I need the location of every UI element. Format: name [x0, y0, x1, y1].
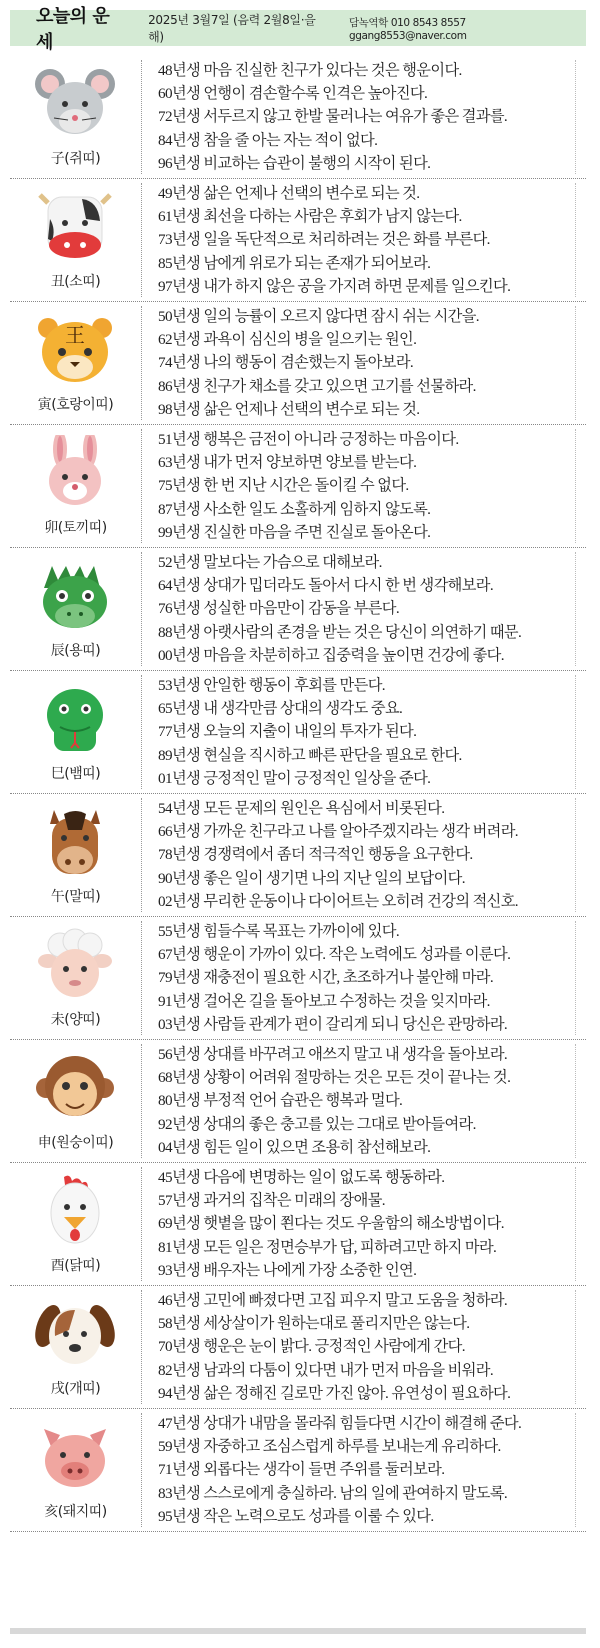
fortune-line: 62년생 과욕이 심신의 병을 일으키는 원인.	[158, 331, 417, 349]
fortune-line: 81년생 모든 일은 정면승부가 답, 피하려고만 하지 마라.	[158, 1238, 497, 1256]
dragon-icon	[34, 558, 116, 632]
animal-cell	[10, 917, 141, 1039]
fortune-line: 53년생 안일한 행동이 후회를 만든다.	[158, 677, 385, 694]
zodiac-label: 午(말띠)	[50, 889, 101, 905]
fortune-line: 92년생 상대의 좋은 충고를 있는 그대로 받아들여라.	[158, 1115, 476, 1133]
fortune-line: 48년생 마음 진실한 친구가 있다는 것은 행운이다.	[158, 62, 462, 79]
zodiac-label: 亥(돼지띠)	[44, 1504, 107, 1520]
fortune-line: 89년생 현실을 직시하고 빠른 판단을 필요로 한다.	[158, 746, 462, 764]
fortune-line: 77년생 오늘의 지출이 내일의 투자가 된다.	[158, 723, 417, 741]
zodiac-row	[10, 425, 586, 548]
divider	[141, 60, 142, 174]
animal-cell	[10, 179, 141, 301]
page-title: 오늘의 운세	[36, 6, 110, 53]
fortune-line: 83년생 스스로에게 충실하라. 남의 일에 관여하지 말도록.	[158, 1484, 508, 1502]
fortune-line: 82년생 남과의 다툼이 있다면 내가 먼저 마음을 비워라.	[158, 1361, 494, 1379]
fortune-line: 91년생 걸어온 길을 돌아보고 수정하는 것을 잊지마라.	[158, 992, 490, 1010]
zodiac-label: 申(원숭이띠)	[37, 1135, 114, 1151]
fortune-line: 73년생 일을 독단적으로 처리하려는 것은 화를 부른다.	[158, 231, 490, 249]
fortune-line: 98년생 삶은 언제나 선택의 변수로 되는 것.	[158, 400, 420, 418]
zodiac-row	[10, 1163, 586, 1286]
fortune-line: 64년생 상대가 밉더라도 돌아서 다시 한 번 생각해보라.	[158, 577, 494, 595]
divider	[141, 1044, 142, 1158]
fortune-line: 99년생 진실한 마음을 주면 진실로 돌아온다.	[158, 523, 431, 541]
monkey-icon	[34, 1050, 116, 1124]
fortune-lines	[158, 59, 578, 175]
divider	[141, 675, 142, 789]
fortune-line: 96년생 비교하는 습관이 불행의 시작이 된다.	[158, 154, 431, 172]
fortune-lines	[158, 1166, 578, 1282]
fortune-line: 03년생 사람들 관계가 편이 갈리게 되니 당신은 관망하라.	[158, 1015, 508, 1033]
fortune-line: 68년생 상황이 어려워 절망하는 것은 모든 것이 끝나는 것.	[158, 1069, 511, 1087]
fortune-line: 67년생 행운이 가까이 있다. 작은 노력에도 성과를 이룬다.	[158, 946, 511, 964]
fortune-line: 61년생 최선을 다하는 사람은 후회가 남지 않는다.	[158, 208, 462, 226]
zodiac-row	[10, 671, 586, 794]
fortune-lines	[158, 797, 578, 913]
fortune-line: 85년생 남에게 위로가 되는 존재가 되어보라.	[158, 254, 431, 272]
fortune-line: 47년생 상대가 내맘을 몰라줘 힘들다면 시간이 해결해 준다.	[158, 1415, 522, 1432]
animal-cell	[10, 56, 141, 178]
fortune-line: 00년생 마음을 차분히하고 집중력을 높이면 건강에 좋다.	[158, 646, 504, 664]
fortune-line: 55년생 힘들수록 목표는 가까이에 있다.	[158, 923, 400, 940]
animal-cell	[10, 671, 141, 793]
fortune-line: 01년생 긍정적인 말이 긍정적인 일상을 준다.	[158, 769, 431, 787]
animal-cell	[10, 1286, 141, 1408]
fortune-line: 97년생 내가 하지 않은 공을 가지려 하면 문제를 일으킨다.	[158, 277, 511, 295]
fortune-line: 51년생 행복은 금전이 아니라 긍정하는 마음이다.	[158, 431, 459, 448]
fortune-line: 49년생 삶은 언제나 선택의 변수로 되는 것.	[158, 185, 420, 202]
fortune-line: 79년생 재충전이 필요한 시간, 초조하거나 불안해 마라.	[158, 969, 494, 987]
zodiac-row	[10, 302, 586, 425]
fortune-line: 78년생 경쟁력에서 좀더 적극적인 행동을 요구한다.	[158, 846, 473, 864]
animal-cell	[10, 1163, 141, 1285]
fortune-line: 75년생 한 번 지난 시간은 돌이킬 수 없다.	[158, 477, 409, 495]
fortune-line: 50년생 일의 능률이 오르지 않다면 잠시 쉬는 시간을.	[158, 308, 479, 325]
fortune-line: 52년생 말보다는 가슴으로 대해보라.	[158, 554, 382, 571]
animal-cell	[10, 1409, 141, 1531]
svg-text:王: 王	[65, 323, 85, 347]
date-text: 2025년 3월7일 (음력 2월8일·을해)	[148, 13, 316, 44]
fortune-lines	[158, 428, 578, 544]
footer-bar	[10, 1628, 586, 1634]
divider	[141, 183, 142, 297]
divider	[141, 552, 142, 666]
tiger-icon	[34, 312, 116, 386]
dog-icon	[34, 1296, 116, 1370]
zodiac-row	[10, 179, 586, 302]
zodiac-row	[10, 1040, 586, 1163]
contact-text: 담녹역학 010 8543 8557 ggang8553@naver.com	[348, 16, 467, 42]
fortune-line: 80년생 부정적 언어 습관은 행복과 멀다.	[158, 1092, 403, 1110]
fortune-line: 45년생 다음에 변명하는 일이 없도록 행동하라.	[158, 1169, 445, 1186]
fortune-line: 94년생 삶은 정해진 길로만 가진 않아. 유연성이 필요하다.	[158, 1384, 511, 1402]
divider	[141, 1167, 142, 1281]
snake-icon	[34, 681, 116, 755]
zodiac-row	[10, 1409, 586, 1532]
fortune-line: 95년생 작은 노력으로도 성과를 이룰 수 있다.	[158, 1507, 434, 1525]
fortune-line: 66년생 가까운 친구라고 나를 알아주겠지라는 생각 버려라.	[158, 823, 519, 841]
zodiac-row	[10, 56, 586, 179]
fortune-line: 71년생 외롭다는 생각이 들면 주위를 둘러보라.	[158, 1461, 445, 1479]
fortune-line: 46년생 고민에 빠졌다면 고집 피우지 말고 도움을 청하라.	[158, 1292, 508, 1309]
fortune-line: 58년생 세상살이가 원하는대로 풀리지만은 않는다.	[158, 1315, 470, 1333]
fortune-line: 59년생 자중하고 조심스럽게 하루를 보내는게 유리하다.	[158, 1438, 501, 1456]
divider	[141, 429, 142, 543]
divider	[141, 1413, 142, 1527]
fortune-line: 70년생 행운은 눈이 밝다. 긍정적인 사람에게 간다.	[158, 1338, 465, 1356]
zodiac-label: 未(양띠)	[50, 1012, 101, 1028]
divider	[141, 921, 142, 1035]
horse-icon	[34, 804, 116, 878]
rooster-icon	[34, 1173, 116, 1247]
pig-icon	[34, 1419, 116, 1493]
fortune-line: 74년생 나의 행동이 겸손했는지 돌아보라.	[158, 354, 414, 372]
header-bar	[10, 6, 586, 53]
rabbit-icon	[34, 435, 116, 509]
fortune-line: 93년생 배우자는 나에게 가장 소중한 인연.	[158, 1261, 417, 1279]
fortune-line: 65년생 내 생각만큼 상대의 생각도 중요.	[158, 700, 403, 718]
fortune-lines	[158, 674, 578, 790]
fortune-lines	[158, 1043, 578, 1159]
zodiac-label: 卯(토끼띠)	[44, 520, 107, 536]
zodiac-row	[10, 794, 586, 917]
fortune-line: 86년생 친구가 채소를 갖고 있으면 고기를 선물하라.	[158, 377, 476, 395]
fortune-line: 88년생 아랫사람의 존경을 받는 것은 당신이 의연하기 때문.	[158, 623, 522, 641]
zodiac-label: 酉(닭띠)	[50, 1258, 101, 1274]
fortune-lines	[158, 1289, 578, 1405]
fortune-lines	[158, 920, 578, 1036]
sheep-icon	[34, 927, 116, 1001]
zodiac-label: 丑(소띠)	[50, 274, 101, 290]
fortune-line: 57년생 과거의 집착은 미래의 장애물.	[158, 1192, 385, 1210]
fortune-line: 84년생 참을 줄 아는 자는 적이 없다.	[158, 131, 378, 149]
animal-cell	[10, 425, 141, 547]
ox-icon	[34, 189, 116, 263]
zodiac-list	[10, 56, 586, 1532]
zodiac-label: 巳(뱀띠)	[50, 766, 101, 782]
animal-cell	[10, 548, 141, 670]
zodiac-label: 寅(호랑이띠)	[37, 397, 114, 413]
zodiac-row	[10, 917, 586, 1040]
divider	[141, 306, 142, 420]
zodiac-row	[10, 1286, 586, 1409]
fortune-line: 02년생 무리한 운동이나 다이어트는 오히려 건강의 적신호.	[158, 892, 519, 910]
zodiac-label: 戌(개띠)	[50, 1381, 101, 1397]
fortune-line: 90년생 좋은 일이 생기면 나의 지난 일의 보답이다.	[158, 869, 465, 887]
divider	[141, 798, 142, 912]
fortune-lines	[158, 305, 578, 421]
fortune-line: 04년생 힘든 일이 있으면 조용히 참선해보라.	[158, 1138, 431, 1156]
animal-cell	[10, 1040, 141, 1162]
zodiac-row	[10, 548, 586, 671]
fortune-line: 60년생 언행이 겸손할수록 인격은 높아진다.	[158, 85, 428, 103]
fortune-line: 56년생 상대를 바꾸려고 애쓰지 말고 내 생각을 돌아보라.	[158, 1046, 508, 1063]
fortune-line: 69년생 햇볕을 많이 쬔다는 것도 우울함의 해소방법이다.	[158, 1215, 504, 1233]
zodiac-label: 辰(용띠)	[50, 643, 101, 659]
divider	[141, 1290, 142, 1404]
fortune-lines	[158, 182, 578, 298]
fortune-line: 72년생 서두르지 않고 한발 물러나는 여유가 좋은 결과를.	[158, 108, 508, 126]
fortune-line: 54년생 모든 문제의 원인은 욕심에서 비롯된다.	[158, 800, 445, 817]
fortune-lines	[158, 551, 578, 667]
fortune-line: 87년생 사소한 일도 소홀하게 임하지 않도록.	[158, 500, 431, 518]
animal-cell	[10, 794, 141, 916]
rat-icon	[34, 66, 116, 140]
fortune-lines	[158, 1412, 578, 1528]
zodiac-label: 子(쥐띠)	[50, 151, 101, 167]
animal-cell	[10, 302, 141, 424]
fortune-line: 63년생 내가 먼저 양보하면 양보를 받는다.	[158, 454, 417, 472]
fortune-line: 76년생 성실한 마음만이 감동을 부른다.	[158, 600, 400, 618]
